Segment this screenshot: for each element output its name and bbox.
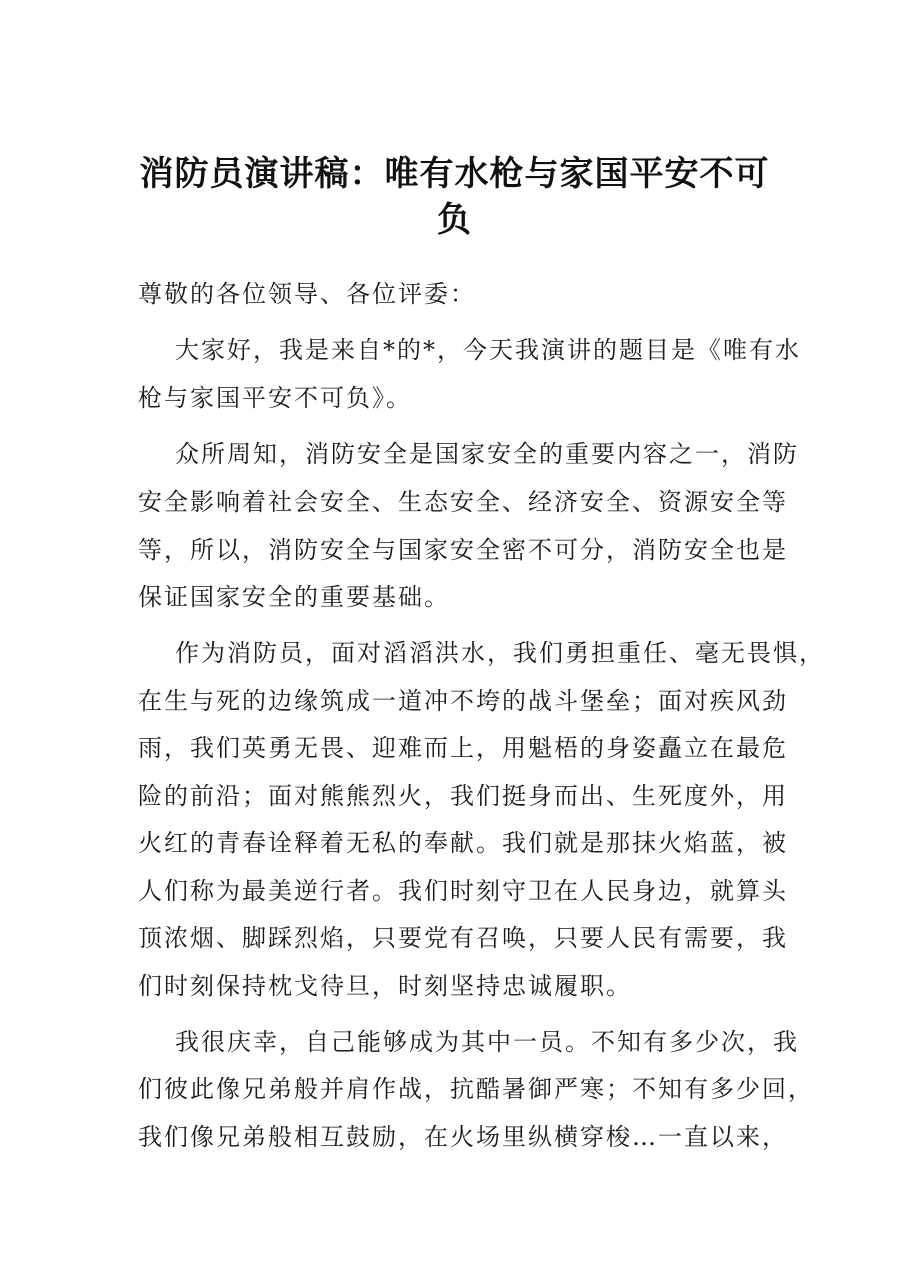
paragraph-2-line-2: 安全影响着社会安全、生态安全、经济安全、资源安全等 xyxy=(138,488,788,516)
paragraph-3-line-5: 火红的青春诠释着无私的奉献。我们就是那抹火焰蓝，被 xyxy=(138,829,788,857)
paragraph-4-line-3: 我们像兄弟般相互鼓励，在火场里纵横穿梭…一直以来， xyxy=(138,1123,788,1151)
paragraph-3-line-3: 雨，我们英勇无畏、迎难而上，用魁梧的身姿矗立在最危 xyxy=(138,734,788,762)
document-title-line-2: 负 xyxy=(437,200,472,240)
paragraph-2-line-1: 众所周知，消防安全是国家安全的重要内容之一，消防 xyxy=(175,440,799,468)
salutation-line: 尊敬的各位领导、各位评委： xyxy=(138,280,476,308)
paragraph-3-line-6: 人们称为最美逆行者。我们时刻守卫在人民身边，就算头 xyxy=(138,877,788,905)
paragraph-1-line-1: 大家好，我是来自*的*，今天我演讲的题目是《唯有水 xyxy=(175,336,801,364)
paragraph-1-line-2: 枪与家国平安不可负》。 xyxy=(138,384,412,412)
paragraph-3-line-8: 们时刻保持枕戈待旦，时刻坚持忠诚履职。 xyxy=(138,972,632,1000)
document-title-line-1: 消防员演讲稿：唯有水枪与家国平安不可 xyxy=(139,154,770,194)
paragraph-4-line-2: 们彼此像兄弟般并肩作战，抗酷暑御严寒；不知有多少回， xyxy=(138,1075,814,1103)
paragraph-3-line-4: 险的前沿；面对熊熊烈火，我们挺身而出、生死度外，用 xyxy=(138,782,788,810)
paragraph-4-line-1: 我很庆幸，自己能够成为其中一员。不知有多少次，我 xyxy=(175,1028,799,1056)
paragraph-3-line-1: 作为消防员，面对滔滔洪水，我们勇担重任、毫无畏惧， xyxy=(175,639,825,667)
paragraph-3-line-7: 顶浓烟、脚踩烈焰，只要党有召唤，只要人民有需要，我 xyxy=(138,924,788,952)
paragraph-2-line-3: 等，所以，消防安全与国家安全密不可分，消防安全也是 xyxy=(138,536,788,564)
paragraph-2-line-4: 保证国家安全的重要基础。 xyxy=(138,583,450,611)
paragraph-3-line-2: 在生与死的边缘筑成一道冲不垮的战斗堡垒；面对疾风劲 xyxy=(138,687,788,715)
